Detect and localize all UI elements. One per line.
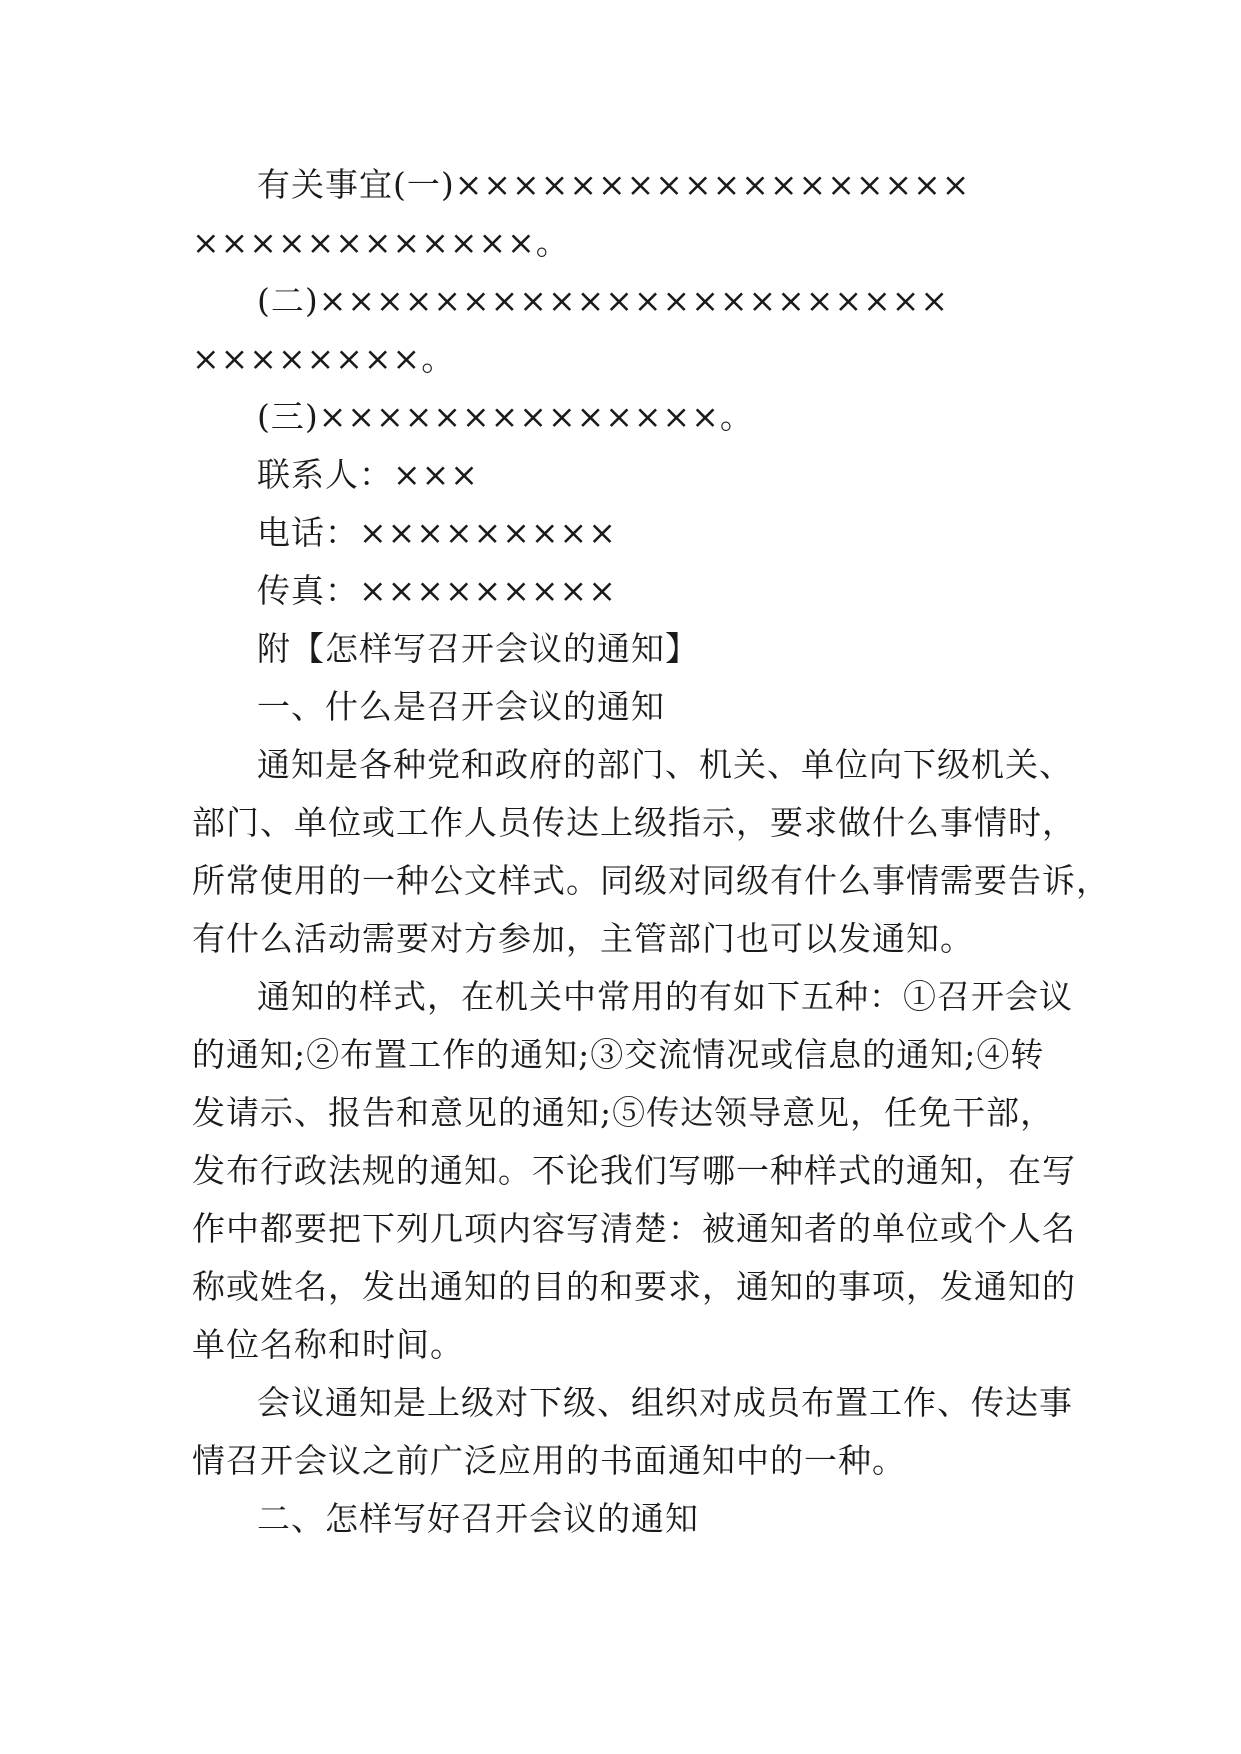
text-line: 通知的样式，在机关中常用的有如下五种：①召开会议 [257,977,1073,1016]
appendix-title: 附【怎样写召开会议的通知】 [257,629,699,668]
text-line: ××××××××。 [192,339,456,378]
phone-line: 电话：××××××××× [257,513,617,552]
text-line: 所常使用的一种公文样式。同级对同级有什么事情需要告诉， [192,861,1110,900]
text-line: 会议通知是上级对下级、组织对成员布置工作、传达事 [257,1383,1073,1422]
text-line: (三)××××××××××××××。 [257,397,754,436]
text-line: 有关事宜(一)×××××××××××××××××× [257,165,971,204]
text-line: 发布行政法规的通知。不论我们写哪一种样式的通知，在写 [192,1151,1076,1190]
fax-line: 传真：××××××××× [257,571,617,610]
text-line: 有什么活动需要对方参加，主管部门也可以发通知。 [192,919,974,958]
text-line: (二)×××××××××××××××××××××× [257,281,950,320]
text-line: 部门、单位或工作人员传达上级指示，要求做什么事情时， [192,803,1076,842]
text-line: 单位名称和时间。 [192,1325,464,1364]
text-line: 称或姓名，发出通知的目的和要求，通知的事项，发通知的 [192,1267,1076,1306]
text-line: 通知是各种党和政府的部门、机关、单位向下级机关、 [257,745,1073,784]
text-line: 的通知;②布置工作的通知;③交流情况或信息的通知;④转 [192,1035,1045,1074]
text-line: 情召开会议之前广泛应用的书面通知中的一种。 [192,1441,906,1480]
section-heading-2: 二、怎样写好召开会议的通知 [257,1499,699,1538]
contact-person-line: 联系人：××× [257,455,479,494]
text-line: 发请示、报告和意见的通知;⑤传达领导意见，任免干部， [192,1093,1055,1132]
text-line: ××××××××××××。 [192,223,570,262]
text-line: 作中都要把下列几项内容写清楚：被通知者的单位或个人名 [192,1209,1076,1248]
section-heading-1: 一、什么是召开会议的通知 [257,687,665,726]
